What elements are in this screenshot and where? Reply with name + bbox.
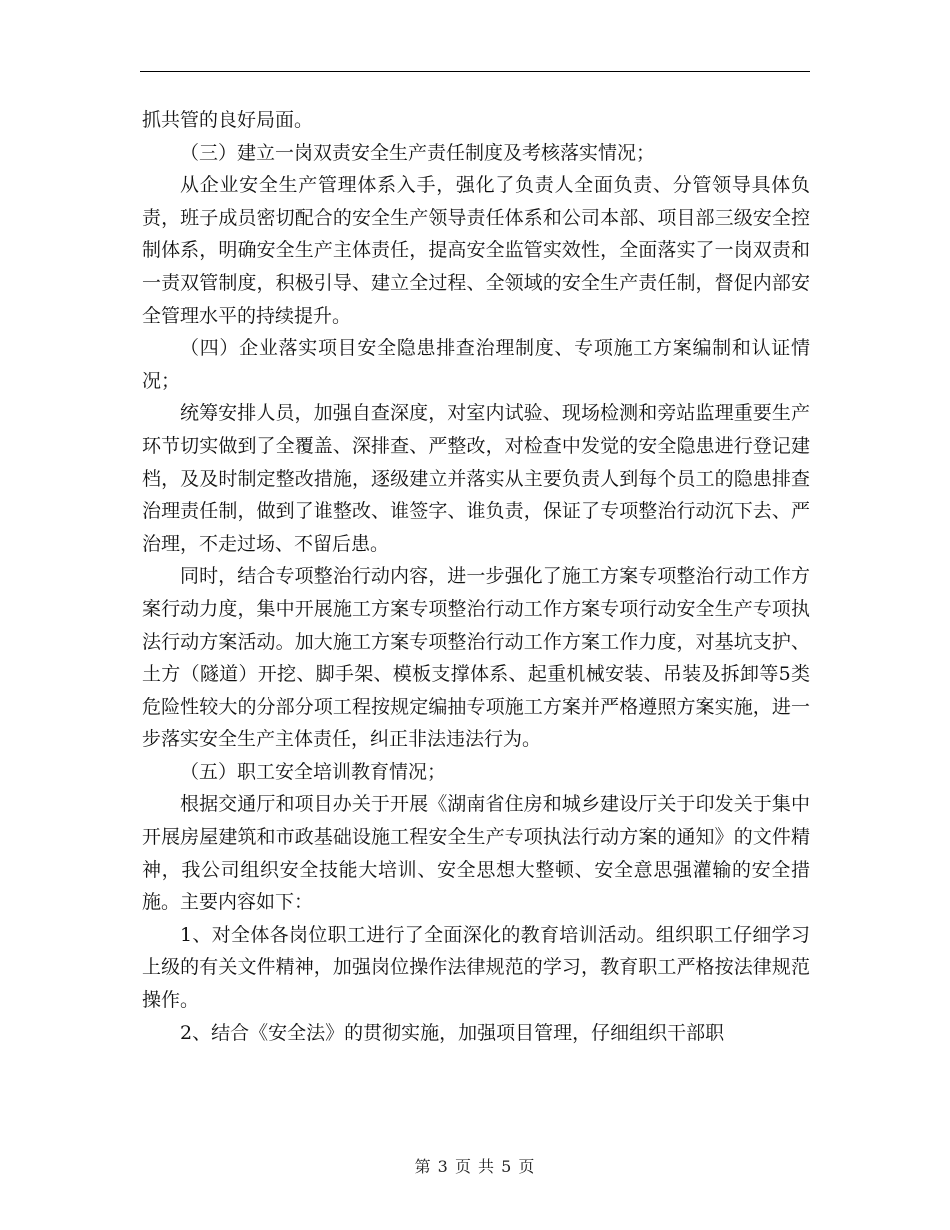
header-rule [140,71,810,72]
list-item-2: 2、结合《安全法》的贯彻实施，加强项目管理，仔细组织干部职 [180,1021,725,1044]
heading-section-3: （三）建立一岗双责安全生产责任制度及考核落实情况； [180,141,656,164]
document-body [142,104,810,1049]
paragraph-hazard-inspection: 统筹安排人员，加强自查深度，对室内试验、现场检测和旁站监理重要生产环节切实做到了全覆盖、深排查、严整改，对检查中发觉的安全隐患进行登记建档，及及时制定整改措施，逐级建立并落实从主要负责人到每个员工的隐患排查治理责任制，做到了谁整改、谁签字、谁负责，保证了专项整治行动沉下去、严治理，不走过场、不留后患。 [142,402,810,555]
heading-section-4: （四）企业落实项目安全隐患排查治理制度、专项施工方案编制和认证情况； [142,337,810,392]
paragraph-training-notice: 根据交通厅和项目办关于开展《湖南省住房和城乡建设厅关于印发关于集中开展房屋建筑和市政基础设施工程安全生产专项执法行动方案的通知》的文件精神，我公司组织安全技能大培训、安全思想大整顿、安全意思强灌输的安全措施。主要内容如下： [142,793,810,914]
page-number-footer: 第 3 页 共 5 页 [414,1157,536,1176]
list-item-1: 1、对全体各岗位职工进行了全面深化的教育培训活动。组织职工仔细学习上级的有关文件精神，加强岗位操作法律规范的学习，教育职工严格按法律规范操作。 [142,923,810,1012]
paragraph-construction-plan: 同时，结合专项整治行动内容，进一步强化了施工方案专项整治行动工作方案行动力度，集中开展施工方案专项整治行动工作方案专项行动安全生产专项执法行动方案活动。加大施工方案专项整治行动工作方案工作力度，对基坑支护、土方（隧道）开挖、脚手架、模板支撑体系、起重机械安装、吊装及拆卸等5类危险性较大的分部分项工程按规定编抽专项施工方案并严格遵照方案实施，进一步落实安全生产主体责任，纠正非法违法行为。 [142,565,810,751]
paragraph-continuation: 抓共管的良好局面。 [142,109,314,131]
heading-section-5: （五）职工安全培训教育情况； [180,760,447,783]
paragraph-responsibility-system: 从企业安全生产管理体系入手，强化了负责人全面负责、分管领导具体负责，班子成员密切配合的安全生产领导责任体系和公司本部、项目部三级安全控制体系，明确安全生产主体责任，提高安全监管实效性，全面落实了一岗双责和一责双管制度，积极引导、建立全过程、全领域的安全生产责任制，督促内部安全管理水平的持续提升。 [142,174,810,327]
